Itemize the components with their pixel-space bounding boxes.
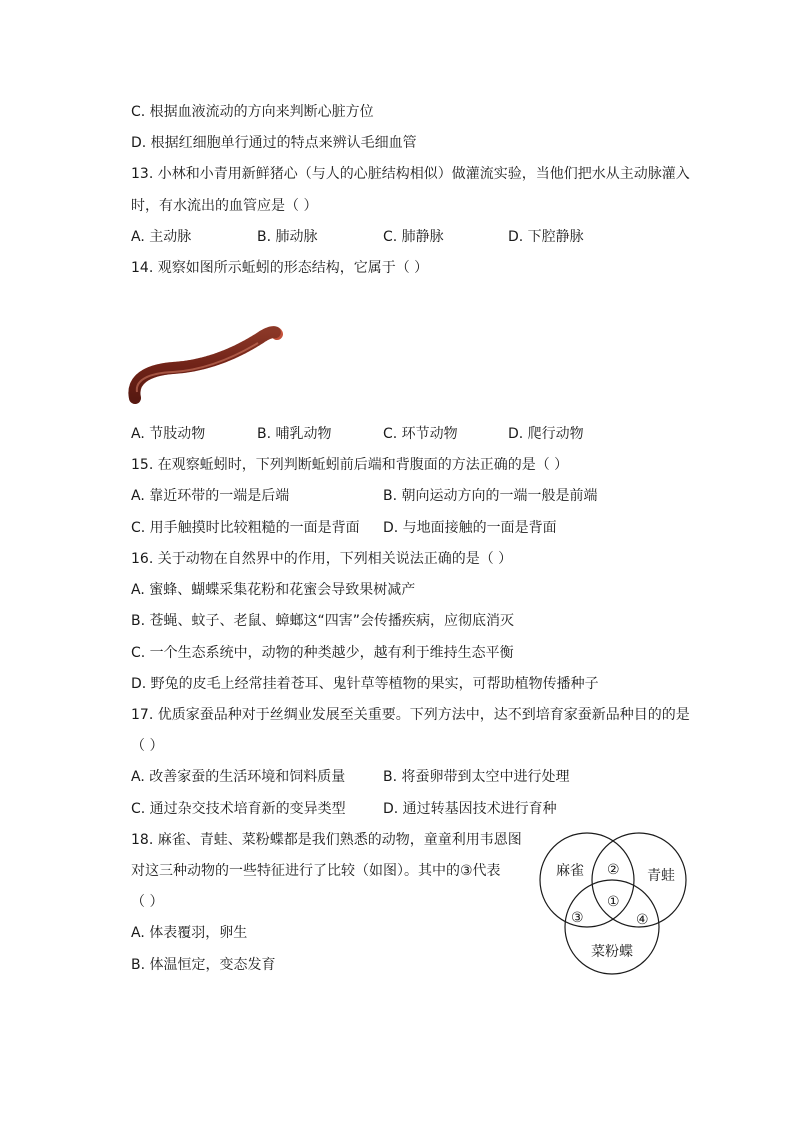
venn-region-3: ③ [571, 910, 584, 926]
q17-option-c: C. 通过杂交技术培育新的变异类型 [131, 801, 346, 817]
q15-option-c: C. 用手触摸时比较粗糙的一面是背面 [131, 520, 360, 536]
q13-option-a: A. 主动脉 [131, 229, 192, 245]
q16-option-c: C. 一个生态系统中，动物的种类越少，越有利于维持生态平衡 [131, 645, 514, 661]
q17-option-b: B. 将蚕卵带到太空中进行处理 [383, 769, 570, 785]
venn-region-4: ④ [636, 912, 649, 928]
q16-option-a: A. 蜜蜂、蝴蝶采集花粉和花蜜会导致果树减产 [131, 582, 416, 598]
q18-option-b: B. 体温恒定，变态发育 [131, 957, 276, 973]
question-18-stem-cont: 对这三种动物的一些特征进行了比较（如图）。其中的③代表 [131, 863, 501, 879]
venn-region-2: ② [607, 862, 620, 878]
q13-option-d: D. 下腔静脉 [508, 229, 584, 245]
q15-option-a: A. 靠近环带的一端是后端 [131, 488, 290, 504]
question-15-stem: 15. 在观察蚯蚓时，下列判断蚯蚓前后端和背腹面的方法正确的是（ ） [131, 457, 569, 473]
question-18-bracket: （ ） [131, 894, 164, 910]
venn-label-butterfly: 菜粉蝶 [591, 944, 633, 960]
q14-option-c: C. 环节动物 [383, 426, 458, 442]
q17-option-d: D. 通过转基因技术进行育种 [383, 801, 557, 817]
option-q12-c: C. 根据血液流动的方向来判断心脏方位 [131, 104, 374, 120]
q16-option-b: B. 苍蝇、蚊子、老鼠、蟑螂这“四害”会传播疾病，应彻底消灭 [131, 613, 515, 629]
venn-diagram [532, 832, 694, 978]
q14-option-b: B. 哺乳动物 [257, 426, 332, 442]
q16-option-d: D. 野兔的皮毛上经常挂着苍耳、鬼针草等植物的果实，可帮助植物传播种子 [131, 676, 599, 692]
earthworm-image [125, 318, 285, 410]
question-16-stem: 16. 关于动物在自然界中的作用，下列相关说法正确的是（ ） [131, 551, 513, 567]
q17-option-a: A. 改善家蚕的生活环境和饲料质量 [131, 769, 346, 785]
venn-label-sparrow: 麻雀 [556, 863, 584, 879]
question-13-stem-cont: 时，有水流出的血管应是（ ） [131, 198, 318, 214]
q14-option-a: A. 节肢动物 [131, 426, 206, 442]
q15-option-b: B. 朝向运动方向的一端一般是前端 [383, 488, 598, 504]
q13-option-b: B. 肺动脉 [257, 229, 318, 245]
venn-label-frog: 青蛙 [647, 868, 675, 884]
question-17-bracket: （ ） [131, 738, 164, 754]
question-14-stem: 14. 观察如图所示蚯蚓的形态结构，它属于（ ） [131, 260, 429, 276]
question-18-stem: 18. 麻雀、青蛙、菜粉蝶都是我们熟悉的动物，童童利用韦恩图 [131, 832, 522, 848]
q18-option-a: A. 体表覆羽，卵生 [131, 925, 248, 941]
q15-option-d: D. 与地面接触的一面是背面 [383, 520, 557, 536]
option-q12-d: D. 根据红细胞单行通过的特点来辨认毛细血管 [131, 135, 417, 151]
venn-region-1: ① [607, 894, 620, 910]
q14-option-d: D. 爬行动物 [508, 426, 584, 442]
question-13-stem: 13. 小林和小青用新鲜猪心（与人的心脏结构相似）做灌流实验，当他们把水从主动脉灌入 [131, 166, 690, 182]
q13-option-c: C. 肺静脉 [383, 229, 444, 245]
venn-circle-sparrow [540, 833, 634, 927]
question-17-stem: 17. 优质家蚕品种对于丝绸业发展至关重要。下列方法中，达不到培育家蚕新品种目的的是 [131, 707, 690, 723]
